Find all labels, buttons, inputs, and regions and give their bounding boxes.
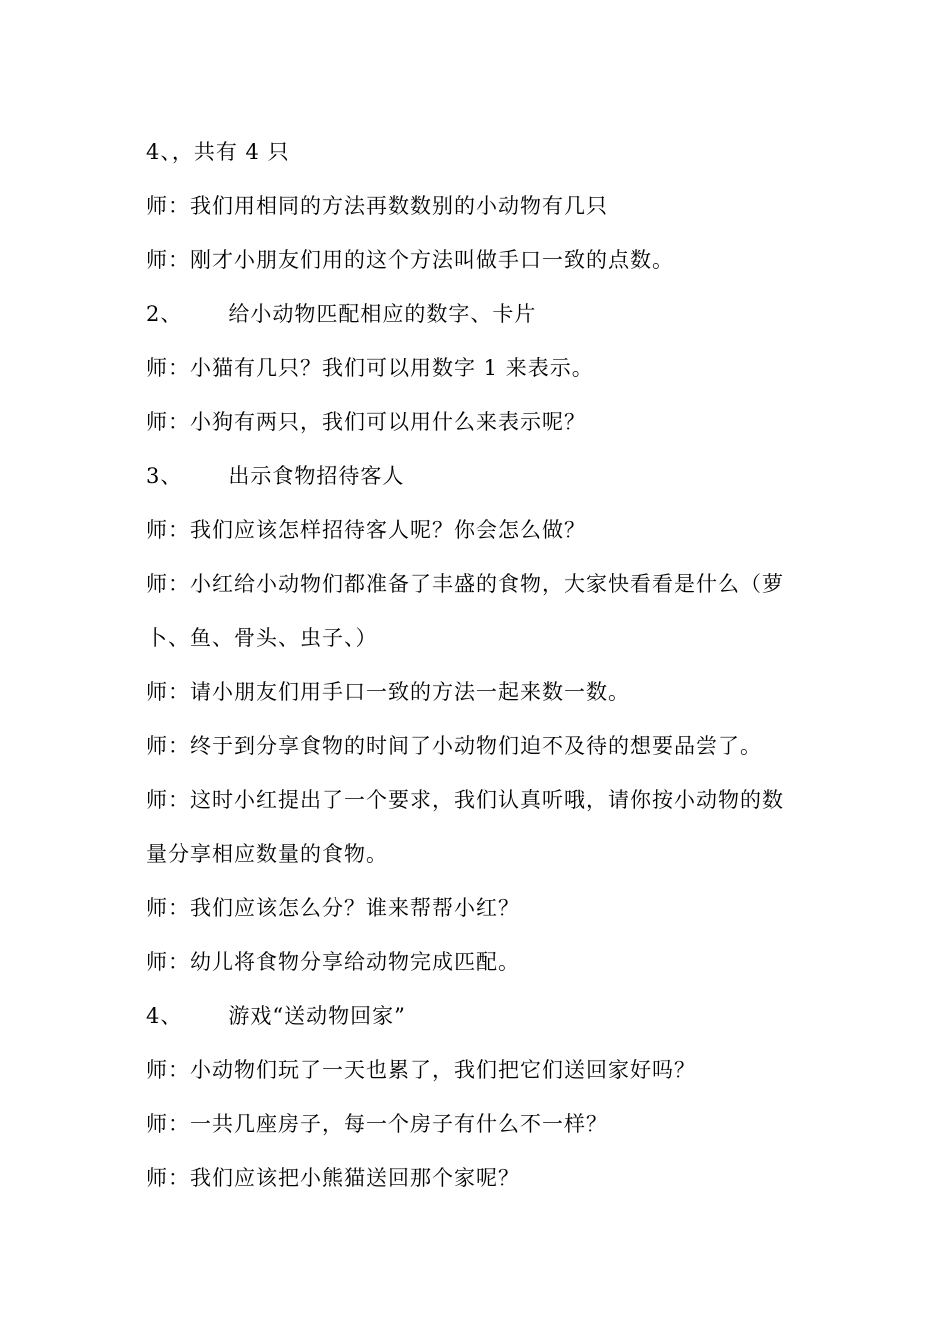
text-line: 师：一共几座房子，每一个房子有什么不一样？ [146,1112,608,1136]
text-line: 师：小红给小动物们都准备了丰盛的食物，大家快看看是什么（萝 [146,572,784,596]
text-line: 师：我们应该怎么分？谁来帮帮小红？ [146,896,520,920]
text-line: 师：小猫有几只？我们可以用数字 1 来表示。 [146,356,594,380]
text-line: 4、，共有 4 只 [146,140,290,164]
section-heading: 4、 游戏“送动物回家” [146,1004,406,1028]
section-heading: 2、 给小动物匹配相应的数字、卡片 [146,302,537,326]
text-line: 师：我们应该把小熊猫送回那个家呢？ [146,1166,520,1190]
document-body [146,128,826,1208]
text-line: 师：这时小红提出了一个要求，我们认真听哦，请你按小动物的数 [146,788,784,812]
section-heading: 3、 出示食物招待客人 [146,464,405,488]
text-line: 师：我们用相同的方法再数数别的小动物有几只 [146,194,608,218]
text-line: 师：请小朋友们用手口一致的方法一起来数一数。 [146,680,630,704]
text-line: 师：刚才小朋友们用的这个方法叫做手口一致的点数。 [146,248,674,272]
text-line: 师：我们应该怎样招待客人呢？你会怎么做？ [146,518,586,542]
text-line: 师：终于到分享食物的时间了小动物们迫不及待的想要品尝了。 [146,734,762,758]
text-line-continuation: 卜、鱼、骨头、虫子、） [146,626,378,650]
text-line: 师：小动物们玩了一天也累了，我们把它们送回家好吗？ [146,1058,696,1082]
text-line-continuation: 量分享相应数量的食物。 [146,842,388,866]
text-line: 师：小狗有两只，我们可以用什么来表示呢？ [146,410,586,434]
text-line: 师：幼儿将食物分享给动物完成匹配。 [146,950,520,974]
